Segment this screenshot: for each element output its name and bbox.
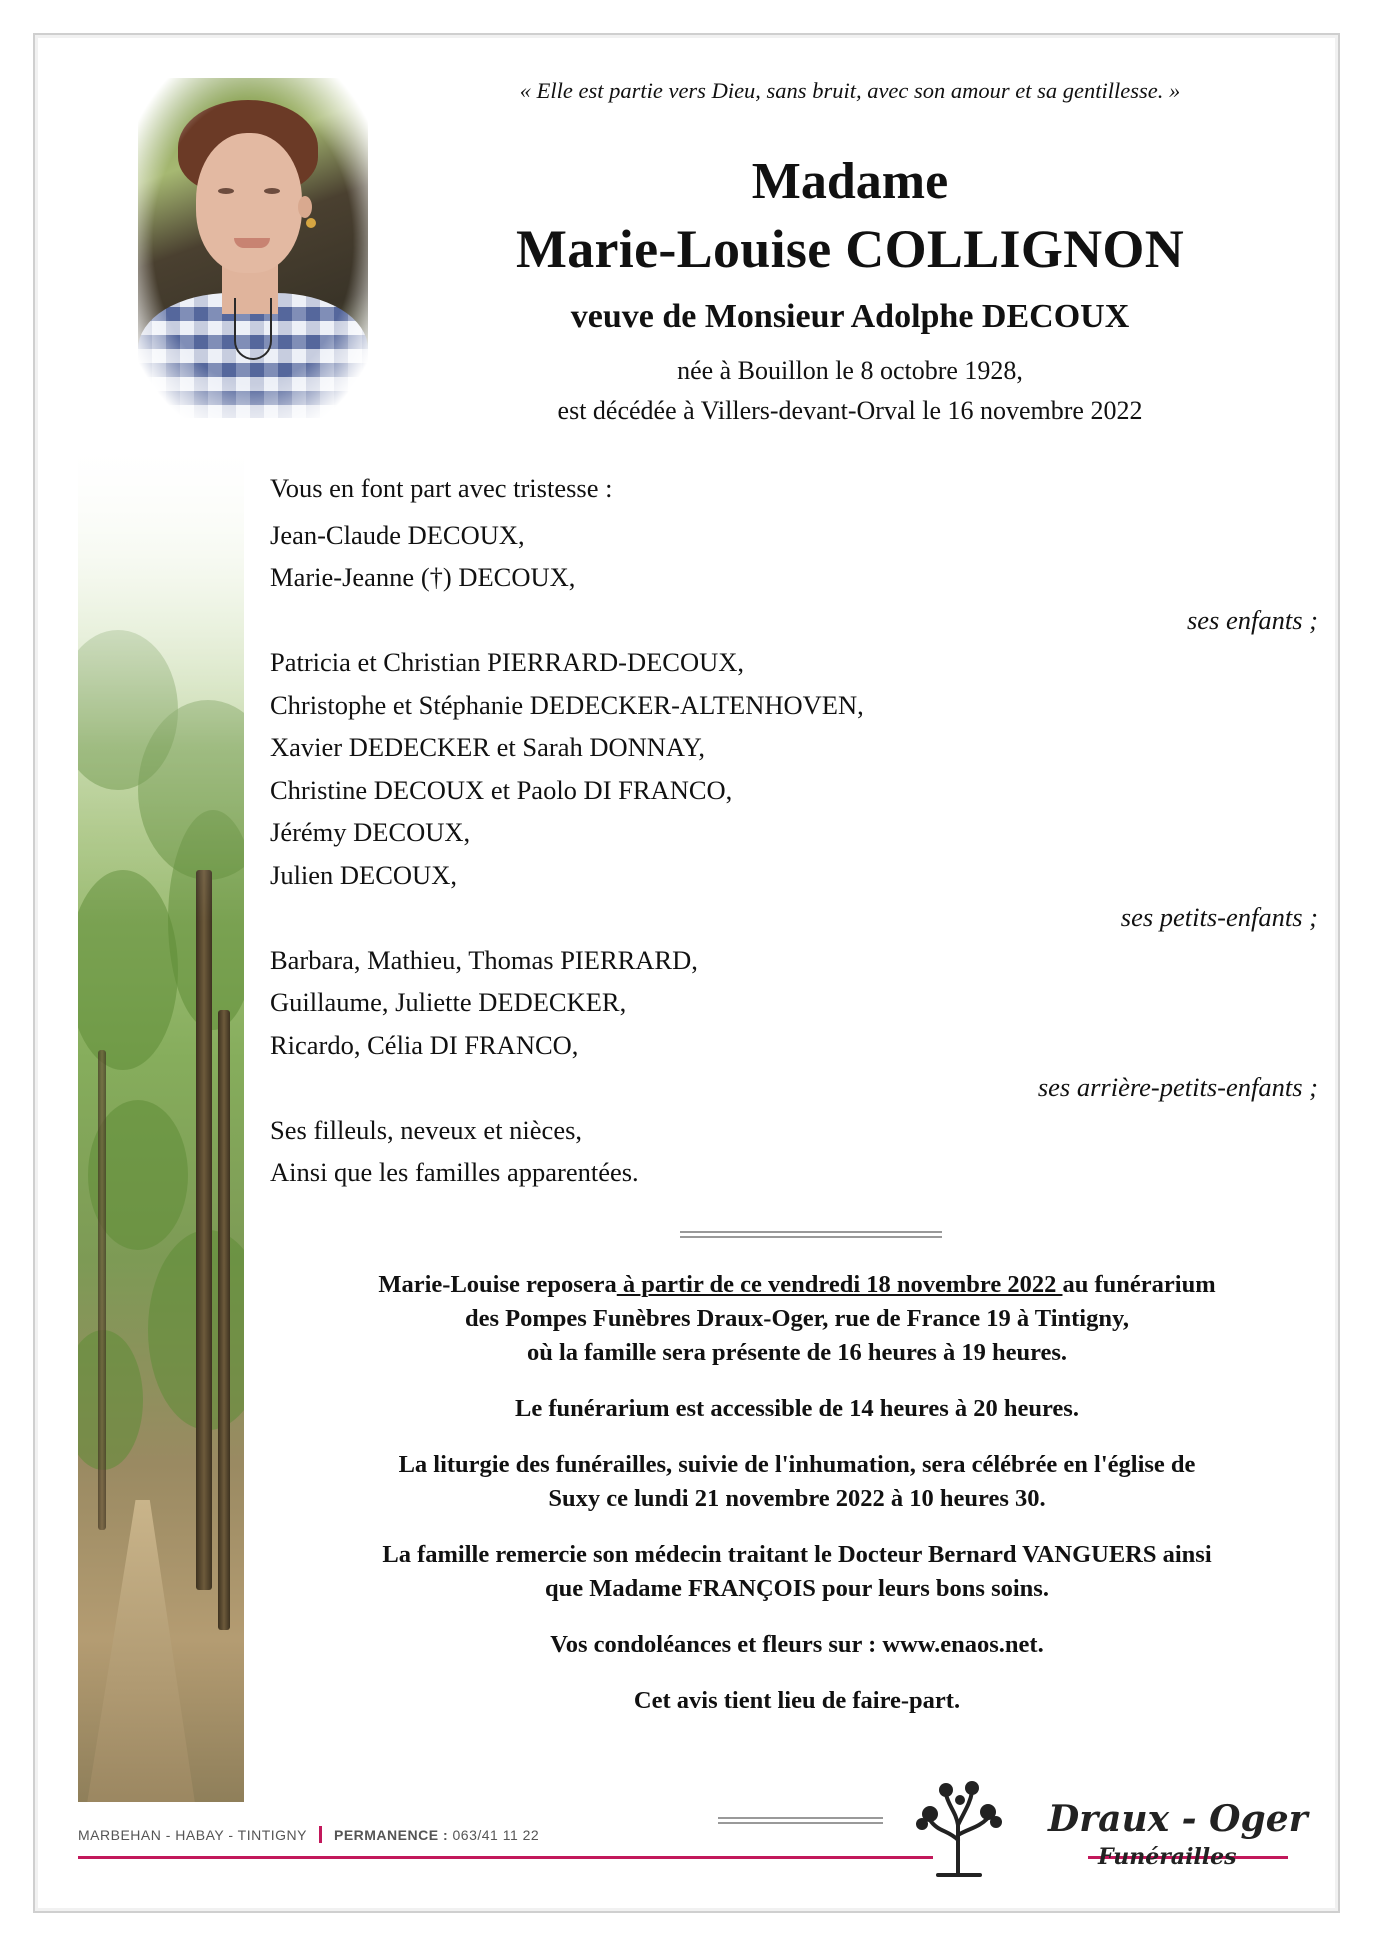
permanence-label: PERMANENCE :	[333, 1827, 453, 1843]
funerarium-hours: Le funérarium est accessible de 14 heures à 20 heures.	[515, 1395, 1079, 1422]
child-name: Jean-Claude DECOUX,	[270, 519, 525, 550]
visitation-address: des Pompes Funèbres Draux-Oger, rue de France 19 à Tintigny,	[464, 1305, 1129, 1332]
grandchild-name: Patricia et Christian PIERRARD-DECOUX,	[270, 647, 745, 677]
thanks-text: La famille remercie son médecin traitant le Docteur Bernard VANGUERS ainsi	[382, 1541, 1212, 1568]
great-grandchild-name: Barbara, Mathieu, Thomas PIERRARD,	[270, 944, 698, 975]
footer-divider	[718, 1817, 883, 1824]
portrait-photo	[138, 78, 368, 418]
other-relatives: Ainsi que les familles apparentées.	[270, 1157, 639, 1187]
footer-accent-line	[78, 1856, 933, 1859]
brand-name: Draux - Oger	[1048, 1798, 1308, 1840]
grandchild-name: Julien DECOUX,	[270, 859, 457, 890]
relation-label: ses petits-enfants ;	[1120, 902, 1318, 932]
notice-line: Cet avis tient lieu de faire-part.	[633, 1687, 961, 1714]
tree-logo-icon	[908, 1780, 1008, 1880]
birth-line: née à Bouillon le 8 octobre 1928,	[677, 356, 1023, 385]
visitation-date: à partir de ce vendredi 18 novembre 2022	[616, 1271, 1063, 1298]
great-grandchild-name: Guillaume, Juliette DEDECKER,	[270, 987, 627, 1017]
grandchild-name: Christine DECOUX et Paolo DI FRANCO,	[270, 774, 733, 805]
permanence-phone: 063/41 11 22	[452, 1827, 540, 1843]
relation-label: ses arrière-petits-enfants ;	[1037, 1072, 1318, 1102]
thanks-text: que Madame FRANÇOIS pour leurs bons soins.	[545, 1575, 1049, 1602]
visitation-text: au funérarium	[1062, 1271, 1216, 1298]
liturgy-date: Suxy ce lundi 21 novembre 2022 à 10 heures 30.	[548, 1485, 1046, 1512]
brand-tagline: Funérailles	[1098, 1844, 1237, 1870]
condolences-line: Vos condoléances et fleurs sur : www.enaos.net.	[550, 1631, 1044, 1658]
footer-separator	[319, 1826, 322, 1843]
family-announcement	[270, 467, 1318, 1194]
visitation-paragraph	[262, 1268, 1332, 1370]
intro-line: Vous en font part avec tristesse :	[270, 473, 613, 503]
visitation-text: Marie-Louise reposera	[378, 1271, 617, 1298]
deceased-name: Marie-Louise COLLIGNON	[515, 219, 1185, 279]
death-line: est décédée à Villers-devant-Orval le 16 novembre 2022	[557, 396, 1143, 425]
funeral-info	[262, 1268, 1332, 1740]
grandchild-name: Xavier DEDECKER et Sarah DONNAY,	[270, 732, 705, 762]
forest-path-image	[78, 450, 244, 1802]
grandchild-name: Jérémy DECOUX,	[270, 817, 471, 847]
footer-locations: MARBEHAN - HABAY - TINTIGNY	[78, 1827, 307, 1843]
footer-contact	[78, 1826, 539, 1843]
liturgy-paragraph	[262, 1448, 1332, 1516]
liturgy-text: La liturgie des funérailles, suivie de l'inhumation, sera célébrée en l'église de	[398, 1451, 1196, 1478]
thanks-paragraph	[262, 1538, 1332, 1606]
visitation-hours: où la famille sera présente de 16 heures à 19 heures.	[526, 1339, 1068, 1366]
relation-label: ses enfants ;	[1186, 604, 1318, 635]
epitaph-quote: « Elle est partie vers Dieu, sans bruit, avec son amour et sa gentillesse. »	[519, 78, 1181, 103]
widow-of: veuve de Monsieur Adolphe DECOUX	[570, 298, 1130, 335]
section-divider	[680, 1231, 942, 1238]
title-honorific: Madame	[751, 153, 949, 210]
great-grandchild-name: Ricardo, Célia DI FRANCO,	[270, 1029, 579, 1060]
child-name: Marie-Jeanne (†) DECOUX,	[270, 562, 576, 592]
grandchild-name: Christophe et Stéphanie DEDECKER-ALTENHOVEN,	[270, 689, 864, 720]
other-relatives: Ses filleuls, neveux et nièces,	[270, 1114, 583, 1145]
